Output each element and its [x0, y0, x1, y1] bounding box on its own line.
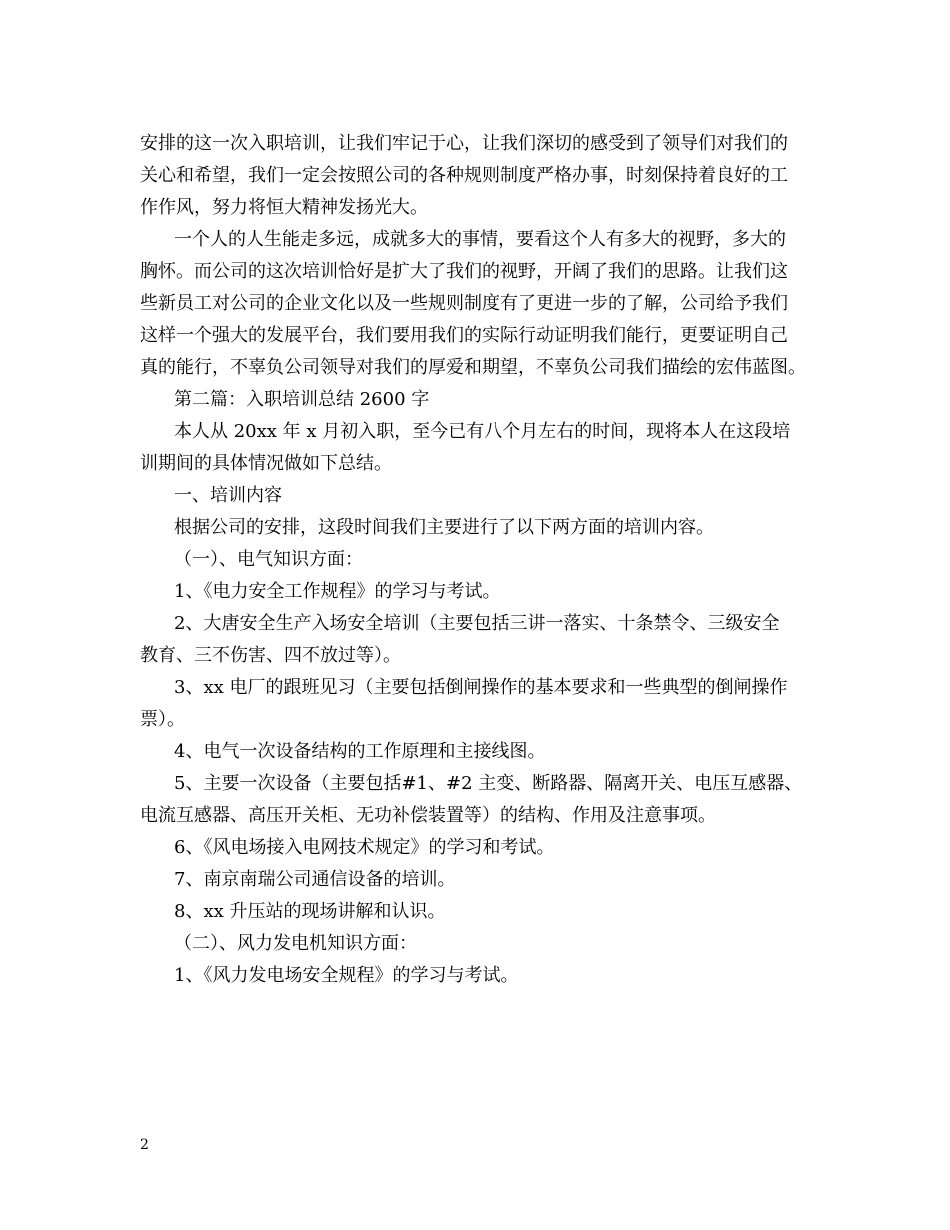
list-item: 1、《电力安全工作规程》的学习与考试。 [174, 581, 501, 602]
list-item: 5、主要一次设备（主要包括#1、#2 主变、断路器、隔离开关、电压互感器、 [174, 773, 803, 794]
subsection-heading: 一、培训内容 [174, 485, 282, 506]
text-line: 胸怀。而公司的这次培训恰好是扩大了我们的视野，开阔了我们的思路。让我们这 [140, 261, 788, 282]
text-line: 些新员工对公司的企业文化以及一些规则制度有了更进一步的了解，公司给予我们 [140, 293, 788, 314]
text-line: 安排的这一次入职培训，让我们牢记于心，让我们深切的感受到了领导们对我们的 [140, 133, 788, 154]
list-item: 1、《风力发电场安全规程》的学习与考试。 [174, 965, 519, 986]
list-item-continuation: 票）。 [140, 709, 185, 730]
subsection-heading: （一）、电气知识方面： [174, 549, 363, 570]
text-line: 真的能行，不辜负公司领导对我们的厚爱和期望，不辜负公司我们描绘的宏伟蓝图。 [140, 357, 806, 378]
list-item: 3、xx 电厂的跟班见习（主要包括倒闸操作的基本要求和一些典型的倒闸操作 [174, 677, 788, 698]
list-item: 2、大唐安全生产入场安全培训（主要包括三讲一落实、十条禁令、三级安全 [174, 613, 780, 634]
list-item-continuation: 电流互感器、高压开关柜、无功补偿装置等）的结构、作用及注意事项。 [140, 805, 716, 826]
list-item: 6、《风电场接入电网技术规定》的学习和考试。 [174, 837, 555, 858]
list-item: 7、南京南瑞公司通信设备的培训。 [174, 869, 456, 890]
text-line: 根据公司的安排，这段时间我们主要进行了以下两方面的培训内容。 [174, 517, 714, 538]
text-line: 训期间的具体情况做如下总结。 [140, 453, 392, 474]
page-number: 2 [140, 1137, 149, 1153]
text-line: 作作风，努力将恒大精神发扬光大。 [140, 197, 428, 218]
list-item-continuation: 教育、三不伤害、四不放过等）。 [140, 645, 401, 666]
text-line: 一个人的人生能走多远，成就多大的事情，要看这个人有多大的视野，多大的 [174, 229, 786, 250]
section-heading: 第二篇：入职培训总结 2600 字 [174, 389, 430, 410]
text-line: 本人从 20xx 年 x 月初入职，至今已有八个月左右的时间，现将本人在这段培 [174, 421, 791, 442]
text-line: 这样一个强大的发展平台，我们要用我们的实际行动证明我们能行，更要证明自己 [140, 325, 788, 346]
text-line: 关心和希望，我们一定会按照公司的各种规则制度严格办事，时刻保持着良好的工 [140, 165, 788, 186]
subsection-heading: （二）、风力发电机知识方面： [174, 933, 417, 954]
list-item: 8、xx 升压站的现场讲解和认识。 [174, 901, 446, 922]
document-body [140, 128, 810, 992]
list-item: 4、电气一次设备结构的工作原理和主接线图。 [174, 741, 546, 762]
